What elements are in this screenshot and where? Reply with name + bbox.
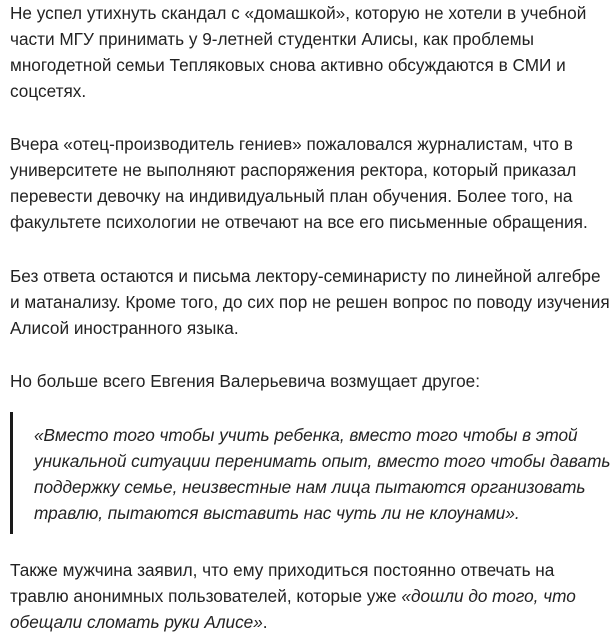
inline-quote: «дошли до того, что — [401, 586, 576, 606]
quote-line: уникальной ситуации перенимать опыт, вместо того чтобы давать — [34, 451, 610, 471]
article-paragraph-2 — [10, 131, 588, 235]
text-segment: . — [262, 612, 268, 632]
article-paragraph-5 — [10, 557, 576, 635]
text-line: части МГУ принимать у 9-летней студентки Алисы, как проблемы — [10, 29, 534, 49]
text-line: и матанализу. Кроме того, до сих пор не решен вопрос по поводу изучения — [10, 292, 610, 312]
text-line: Вчера «отец-производитель гениев» пожаловался журналистам, что в — [10, 134, 573, 154]
text-line: Не успел утихнуть скандал с «домашкой», которую не хотели в учебной — [10, 3, 587, 23]
blockquote — [10, 412, 608, 534]
quote-text — [34, 422, 610, 526]
text-line: факультете психологии не отвечают на все его письменные обращения. — [10, 212, 588, 232]
text-line: Но больше всего Евгения Валерьевича возмущает другое: — [10, 371, 481, 391]
text-segment: травлю анонимных пользователей, которые уже — [10, 586, 402, 606]
article-paragraph-1 — [10, 0, 586, 104]
text-line: университете не выполняют распоряжения ректора, который приказал — [10, 160, 577, 180]
quote-line: травлю, пытаются выставить нас чуть ли не клоунами». — [34, 503, 520, 523]
quote-line: «Вместо того чтобы учить ребенка, вместо того чтобы в этой — [34, 425, 578, 445]
text-line: Алисой иностранного языка. — [10, 318, 239, 338]
text-line: многодетной семьи Тепляковых снова активно обсуждаются в СМИ и — [10, 55, 566, 75]
text-line: Без ответа остаются и письма лектору-семинаристу по линейной алгебре — [10, 266, 601, 286]
article-paragraph-3 — [10, 263, 610, 341]
article-paragraph-4 — [10, 368, 480, 394]
text-line: Также мужчина заявил, что ему приходиться постоянно отвечать на — [10, 560, 555, 580]
text-line: соцсетях. — [10, 81, 87, 101]
text-line — [10, 609, 576, 635]
text-line: перевести девочку на индивидуальный план обучения. Более того, на — [10, 186, 573, 206]
quote-line: поддержку семье, неизвестные нам лица пытаются организовать — [34, 477, 586, 497]
text-line — [10, 583, 576, 609]
inline-quote: обещали сломать руки Алисе» — [10, 612, 263, 632]
